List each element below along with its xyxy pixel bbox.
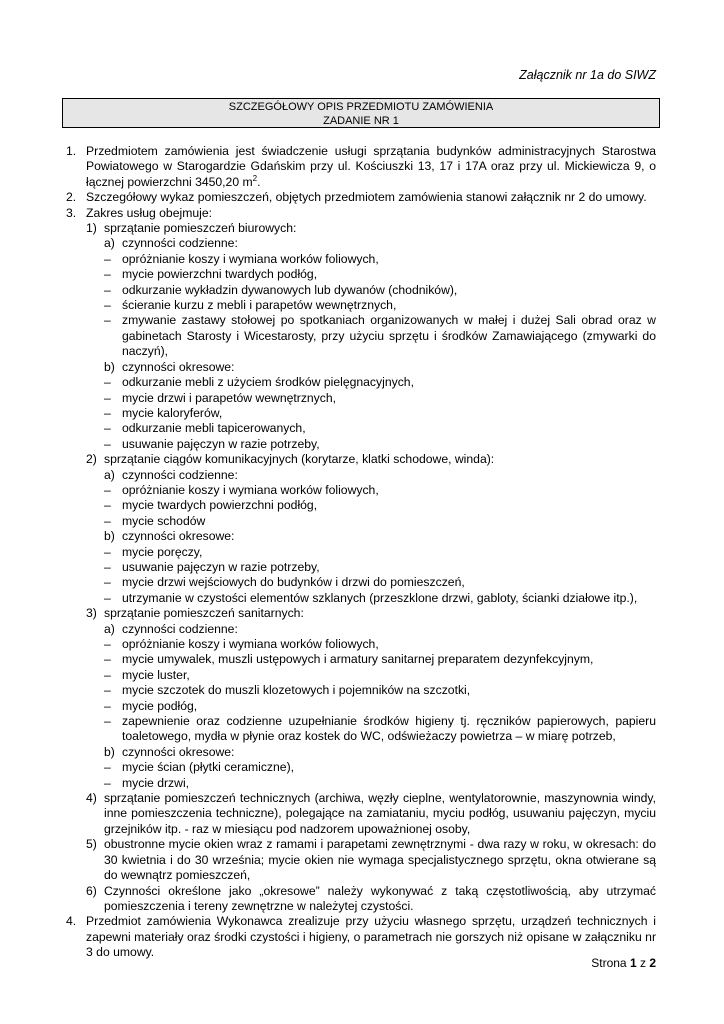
list-text: mycie kaloryferów, <box>122 405 223 420</box>
list-text: sprzątanie pomieszczeń technicznych (archiwa, węzły cieplne, wentylatorownie, maszynownia windy, inne pomieszczenia techniczne), polegające na zamiataniu, myciu podłóg, usuwaniu pajęczyn, myciu grzejników itp. - raz w miesiącu pod nadzorem upoważnionej osoby, <box>104 791 656 836</box>
list-marker: – <box>104 421 111 436</box>
page-footer: Strona 1 z 2 <box>591 956 656 970</box>
list-item <box>66 406 656 421</box>
list-text: utrzymanie w czystości elementów szklanych (przeszklone drzwi, gabloty, ścianki działowe itp.), <box>122 590 638 605</box>
list-item <box>66 283 656 298</box>
list-item <box>66 683 656 698</box>
list-item <box>66 699 656 714</box>
list-text: mycie podłóg, <box>122 698 198 713</box>
list-item <box>66 668 656 683</box>
list-marker: – <box>104 652 111 667</box>
list-text: mycie drzwi wejściowych do budynków i drzwi do pomieszczeń, <box>122 575 465 590</box>
list-marker: – <box>104 405 111 420</box>
list-text: Czynności określone jako „okresowe” należy wykonywać z taką częstotliwością, aby utrzymać pomieszczenia i tereny zewnętrzne w należytej czystości. <box>104 883 656 913</box>
list-marker: – <box>104 559 111 574</box>
list-text: mycie ścian (płytki ceramiczne), <box>122 760 295 775</box>
list-text: mycie umywalek, muszli ustępowych i armatury sanitarnej preparatem dezynfekcyjnym, <box>122 652 594 667</box>
list-text: odkurzanie wykładzin dywanowych lub dywanów (chodników), <box>122 282 458 297</box>
list-marker: b) <box>104 744 115 759</box>
subsection-s2-b <box>66 529 656 544</box>
subsection-s1-a <box>66 236 656 251</box>
list-marker: – <box>104 714 111 729</box>
section-s6 <box>66 884 656 915</box>
list-text: zmywanie zastawy stołowej po spotkaniach organizowanych w małej i dużej Sali obrad oraz w gabinetach Starosty i Wicestarosty, przy użyciu sprzętu i środków Zamawiającego (zmywarki do naczyń), <box>122 313 656 359</box>
list-item <box>66 375 656 390</box>
list-text: czynności codzienne: <box>122 621 238 636</box>
paragraph-1: 1. Przedmiotem zamówienia jest świadczenie usługi sprzątania budynków administracyjnych Starostwa Powiatowego w Starogardzie Gdańskim przy ul. Kościuszki 13, 17 i 17A oraz przy ul. Mickiewicza 9, o łącznej powierzchni 3450,20 $m^2$. <box>66 144 656 189</box>
list-text: czynności okresowe: <box>122 744 235 759</box>
list-marker: – <box>104 313 111 328</box>
list-text: mycie drzwi, <box>122 775 190 790</box>
list-text: mycie drzwi i parapetów wewnętrznych, <box>122 390 337 405</box>
subsection-s2-a <box>66 468 656 483</box>
list-marker: – <box>104 667 111 682</box>
list-marker: – <box>104 498 111 513</box>
list-item <box>66 313 656 359</box>
section-s5 <box>66 837 656 883</box>
list-marker: a) <box>104 236 115 251</box>
list-text: opróżnianie koszy i wymiana worków foliowych, <box>122 482 379 497</box>
list-item <box>66 545 656 560</box>
list-item <box>66 483 656 498</box>
list-marker: – <box>104 575 111 590</box>
list-marker: – <box>104 298 111 313</box>
list-item <box>66 637 656 652</box>
list-text: obustronne mycie okien wraz z ramami i parapetami zewnętrznymi - dwa razy w roku, w okresach: do 30 kwietnia i do 30 września; mycie okien nie wymaga specjalistycznego sprzętu, okna otwierane są do wewnątrz pomieszczeń, <box>104 837 656 883</box>
current-page: 1 <box>629 956 637 970</box>
list-text: mycie poręczy, <box>122 544 203 559</box>
list-marker: – <box>104 683 111 698</box>
list-marker: – <box>104 775 111 790</box>
list-text: czynności okresowe: <box>122 359 235 374</box>
list-marker: 6) <box>86 883 97 898</box>
list-text: mycie powierzchni twardych podłóg, <box>122 267 318 282</box>
list-text: mycie szczotek do muszli klozetowych i pojemników na szczotki, <box>122 683 471 698</box>
list-marker: – <box>104 267 111 282</box>
list-text: opróżnianie koszy i wymiana worków foliowych, <box>122 251 379 266</box>
list-item <box>66 421 656 436</box>
section-s4 <box>66 791 656 837</box>
list-marker: 3) <box>86 606 97 621</box>
list-marker: – <box>104 544 111 559</box>
paragraph-text: Szczegółowy wykaz pomieszczeń, objętych przedmiotem zamówienia stanowi załącznik nr 2 do umowy. <box>86 190 647 205</box>
list-text: opróżnianie koszy i wymiana worków foliowych, <box>122 637 379 651</box>
paragraph-number: 1. <box>66 144 77 158</box>
list-item <box>66 560 656 575</box>
list-marker: – <box>104 282 111 297</box>
list-item <box>66 760 656 775</box>
paragraph-text: Zakres usług obejmuje: <box>86 205 212 220</box>
list-text: mycie twardych powierzchni podłóg, <box>122 498 318 513</box>
subsection-s1-b <box>66 360 656 375</box>
list-item <box>66 498 656 513</box>
list-item <box>66 591 656 606</box>
list-marker: 4) <box>86 791 97 806</box>
list-text: mycie schodów <box>122 513 206 528</box>
total-pages: 2 <box>649 956 656 970</box>
list-text: usuwanie pajęczyn w razie potrzeby, <box>122 559 320 574</box>
paragraph-number: 4. <box>66 914 77 929</box>
list-marker: – <box>104 390 111 405</box>
section-s2 <box>66 452 656 467</box>
list-text: czynności okresowe: <box>122 529 235 544</box>
scope-sections <box>66 221 656 914</box>
list-text: czynności codzienne: <box>122 236 238 251</box>
list-marker: b) <box>104 529 115 544</box>
list-marker: 5) <box>86 837 97 852</box>
paragraph-number: 2. <box>66 190 77 205</box>
list-item <box>66 514 656 529</box>
list-item <box>66 575 656 590</box>
list-marker: – <box>104 482 111 497</box>
list-marker: – <box>104 760 111 775</box>
list-marker: – <box>104 590 111 605</box>
list-marker: a) <box>104 467 115 482</box>
list-marker: – <box>104 637 111 651</box>
paragraph-text: Przedmiot zamówienia Wykonawca zrealizuje przy użyciu własnego sprzętu, urządzeń technicznych i zapewni materiały oraz środki czystości i higieny, o parametrach nie gorszych niż opisane w załączniku nr 3 do umowy. <box>86 914 656 960</box>
list-text: zapewnienie oraz codzienne uzupełnianie środków higieny tj. ręczników papierowych, papieru toaletowego, mydła w płynie oraz kostek do WC, odświeżaczy powietrza – w miarę potrzeb, <box>122 714 656 744</box>
list-marker: – <box>104 698 111 713</box>
document-header-box <box>62 98 660 128</box>
list-marker: – <box>104 436 111 451</box>
list-marker: 1) <box>86 221 97 236</box>
list-text: usuwanie pajęczyn w razie potrzeby, <box>122 436 320 451</box>
list-text: sprzątanie pomieszczeń biurowych: <box>104 221 297 236</box>
list-text: czynności codzienne: <box>122 467 238 482</box>
paragraph-text: Przedmiotem zamówienia jest świadczenie usługi sprzątania budynków administracyjnych Starostwa Powiatowego w Starogardzie Gdańskim przy ul. Kościuszki 13, 17 i 17A oraz przy ul. Mickiewicza 9, o łącznej powierzchni 3450,20 m <box>86 144 656 189</box>
section-s1 <box>66 221 656 236</box>
list-item <box>66 298 656 313</box>
list-item <box>66 437 656 452</box>
list-text: sprzątanie pomieszczeń sanitarnych: <box>104 606 304 621</box>
list-text: mycie luster, <box>122 667 190 682</box>
list-item <box>66 252 656 267</box>
list-marker: b) <box>104 359 115 374</box>
superscript: 2 <box>252 173 258 183</box>
list-marker: – <box>104 375 111 390</box>
list-marker: – <box>104 251 111 266</box>
list-item <box>66 776 656 791</box>
paragraph-2 <box>66 190 656 205</box>
list-text: sprzątanie ciągów komunikacyjnych (korytarze, klatki schodowe, winda): <box>104 452 495 467</box>
subsection-s3-b <box>66 745 656 760</box>
paragraph-3 <box>66 206 656 221</box>
list-text: ścieranie kurzu z mebli i parapetów wewnętrznych, <box>122 298 397 313</box>
document-title: SZCZEGÓŁOWY OPIS PRZEDMIOTU ZAMÓWIENIA <box>228 101 494 113</box>
paragraph-4 <box>66 914 656 960</box>
list-item <box>66 391 656 406</box>
list-marker: – <box>104 513 111 528</box>
subsection-s3-a <box>66 622 656 637</box>
list-item <box>66 714 656 745</box>
list-marker: 2) <box>86 452 97 467</box>
list-marker: a) <box>104 621 115 636</box>
list-item <box>66 652 656 667</box>
document-body <box>66 144 656 961</box>
paragraph-number: 3. <box>66 205 77 220</box>
list-item <box>66 267 656 282</box>
document-subtitle: ZADANIE NR 1 <box>323 115 399 127</box>
list-text: odkurzanie mebli tapicerowanych, <box>122 421 306 436</box>
section-s3 <box>66 606 656 621</box>
list-text: odkurzanie mebli z użyciem środków pielęgnacyjnych, <box>122 375 414 390</box>
annex-label: Załącznik nr 1a do SIWZ <box>519 68 656 82</box>
